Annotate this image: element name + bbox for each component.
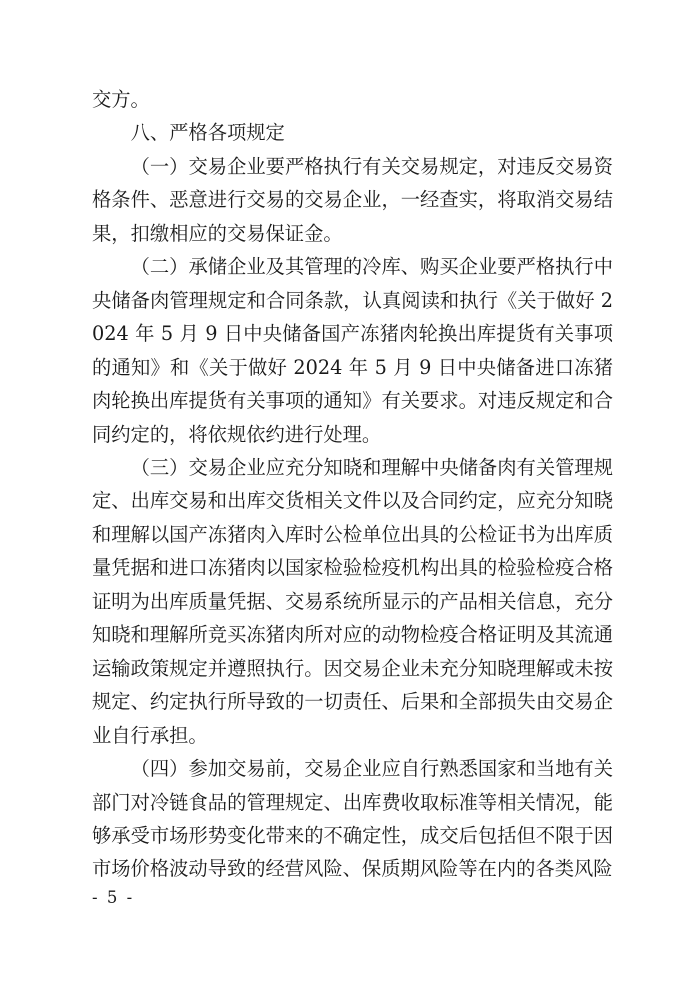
paragraph-item-2: （二）承储企业及其管理的冷库、购买企业要严格执行中央储备肉管理规定和合同条款，认真阅读和执行《关于做好 2024 年 5 月 9 日中央储备国产冻猪肉轮换出库提货有关事项的通知》和《关于做好 2024 年 5 月 9 日中央储备进口冻猪肉轮换出库提货有关事项的通知》有关要求。对违反规定和合同约定的，将依规依约进行处理。 (92, 255, 613, 446)
document-body (92, 83, 613, 886)
section-heading: 八、严格各项规定 (130, 121, 285, 145)
paragraph-continuation: 交方。 (92, 88, 150, 111)
page-number: - 5 - (92, 888, 135, 907)
paragraph-item-4: （四）参加交易前，交易企业应自行熟悉国家和当地有关部门对冷链食品的管理规定、出库费收取标准等相关情况，能够承受市场形势变化带来的不确定性，成交后包括但不限于因市场价格波动导致的经营风险、保质期风险等在内的各类风险 (92, 757, 613, 881)
paragraph-item-1: （一）交易企业要严格执行有关交易规定，对违反交易资格条件、恶意进行交易的交易企业，一经查实，将取消交易结果，扣缴相应的交易保证金。 (92, 154, 613, 245)
paragraph-item-3: （三）交易企业应充分知晓和理解中央储备肉有关管理规定、出库交易和出库交货相关文件以及合同约定，应充分知晓和理解以国产冻猪肉入库时公检单位出具的公检证书为出库质量凭据和进口冻猪肉以国家检验检疫机构出具的检验检疫合格证明为出库质量凭据、交易系统所显示的产品相关信息，充分知晓和理解所竞买冻猪肉所对应的动物检疫合格证明及其流通运输政策规定并遵照执行。因交易企业未充分知晓理解或未按规定、约定执行所导致的一切责任、后果和全部损失由交易企业自行承担。 (92, 455, 613, 747)
